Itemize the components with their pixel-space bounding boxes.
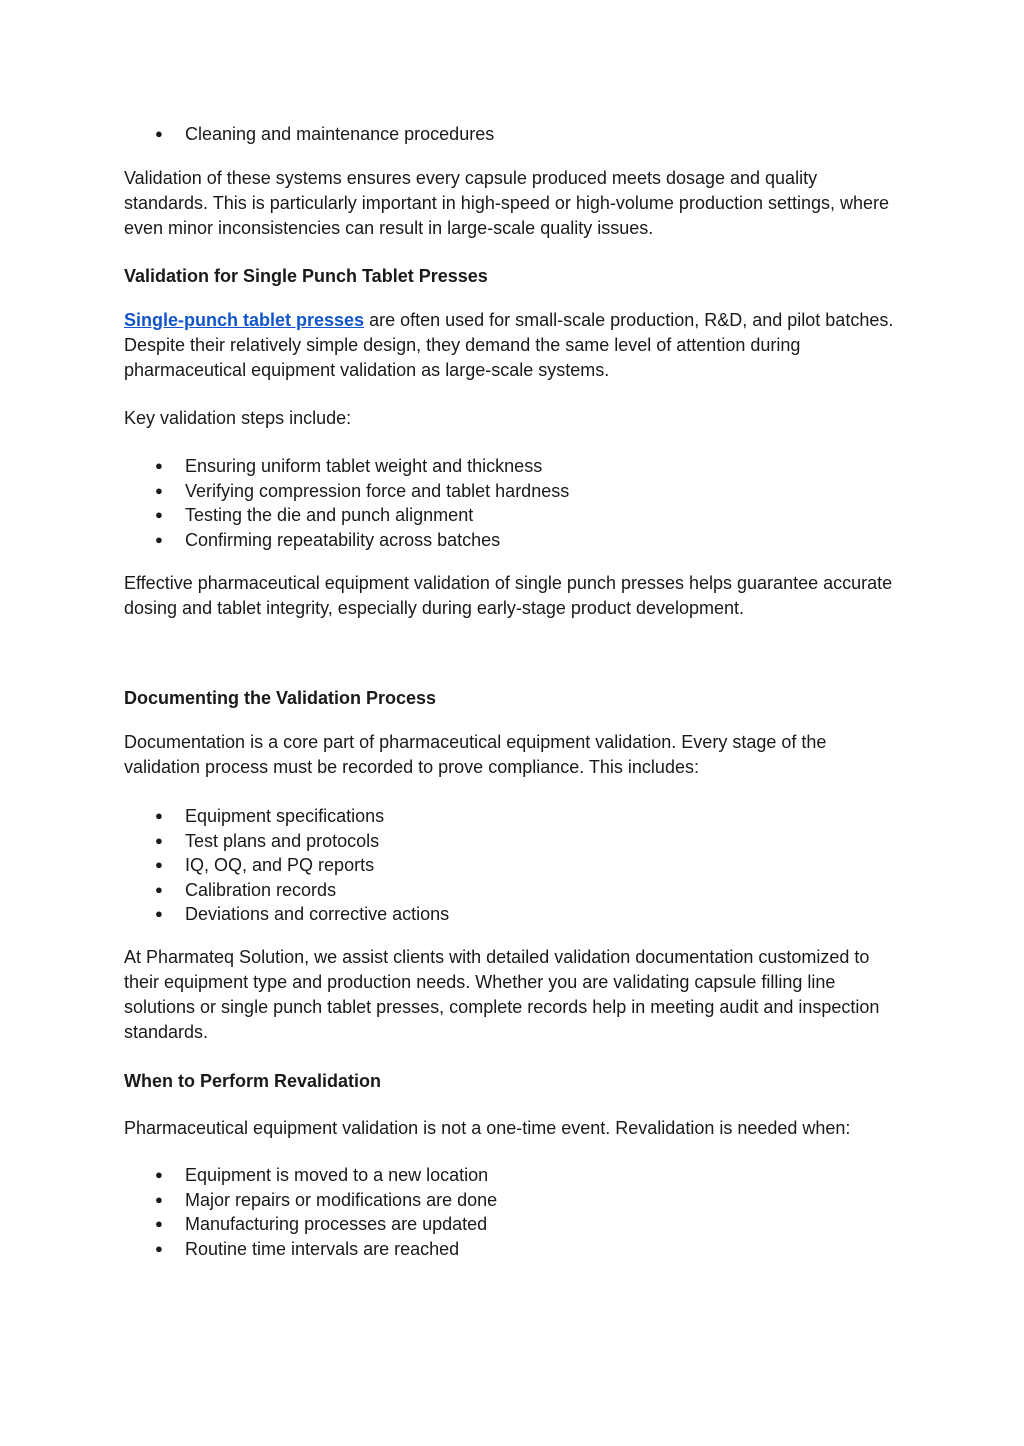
list-item-text: Equipment specifications xyxy=(185,806,385,826)
list-item-text: Verifying compression force and tablet hardness xyxy=(185,480,570,501)
list-item-text: Calibration records xyxy=(185,879,337,900)
list-item xyxy=(124,1163,894,1188)
list-item xyxy=(124,503,894,528)
list-item xyxy=(124,528,894,553)
list-item-text: Equipment is moved to a new location xyxy=(185,1165,489,1185)
paragraph-documenting-closing: At Pharmateq Solution, we assist clients with detailed validation documentation customized to their equipment type and production needs. Whether you are validating capsule filling line solutions or single punch tablet presses, complete records help in meeting audit and inspection standards. xyxy=(124,947,880,1042)
paragraph-validation-systems: Validation of these systems ensures every capsule produced meets dosage and quality standards. This is particularly important in high-speed or high-volume production settings, where even minor inconsistencies can result in large-scale quality issues. xyxy=(124,168,890,238)
list-item xyxy=(124,122,894,147)
list-item-text: Test plans and protocols xyxy=(185,830,380,851)
bullet-icon: ● xyxy=(155,1216,163,1231)
bullet-icon: ● xyxy=(155,507,163,522)
bullet-icon: ● xyxy=(155,1240,163,1256)
list-item xyxy=(124,878,894,903)
list-item xyxy=(124,902,894,927)
list-item xyxy=(124,454,894,479)
list-item xyxy=(124,829,894,854)
top-bullet-list xyxy=(124,122,894,147)
list-item-text: Ensuring uniform tablet weight and thickness xyxy=(185,456,543,476)
list-item xyxy=(124,1212,894,1237)
revalidation-triggers-list xyxy=(124,1163,894,1261)
bullet-icon: ● xyxy=(155,482,163,498)
list-item xyxy=(124,479,894,504)
heading-revalidation: When to Perform Revalidation xyxy=(124,1071,382,1091)
paragraph-documenting-intro: Documentation is a core part of pharmaceutical equipment validation. Every stage of the validation process must be recorded to prove compliance. This includes: xyxy=(124,732,827,777)
bullet-icon: ● xyxy=(155,126,163,141)
list-item xyxy=(124,853,894,878)
heading-documenting: Documenting the Validation Process xyxy=(124,688,437,708)
heading-single-punch: Validation for Single Punch Tablet Presses xyxy=(124,266,488,286)
list-item-text: Cleaning and maintenance procedures xyxy=(185,124,495,144)
bullet-icon: ● xyxy=(155,531,163,547)
bullet-icon: ● xyxy=(155,857,163,872)
validation-steps-list xyxy=(124,454,894,552)
documentation-items-list xyxy=(124,804,894,927)
list-item-text: Routine time intervals are reached xyxy=(185,1238,460,1259)
paragraph-single-punch-closing: Effective pharmaceutical equipment validation of single punch presses helps guarantee accurate dosing and tablet integrity, especially during early-stage product development. xyxy=(124,573,893,618)
single-punch-tablet-presses-link[interactable]: Single-punch tablet presses xyxy=(124,310,365,330)
bullet-icon: ● xyxy=(155,458,163,473)
list-item xyxy=(124,1188,894,1213)
list-item-text: Deviations and corrective actions xyxy=(185,904,450,924)
paragraph-steps-intro: Key validation steps include: xyxy=(124,408,352,428)
paragraph-single-punch-intro-text: are often used for small-scale production, R&D, and pilot batches. Despite their relatively simple design, they demand the same level of attention during pharmaceutical equipment validation as large-scale systems. xyxy=(124,310,894,380)
bullet-icon: ● xyxy=(155,808,163,823)
paragraph-revalidation-intro: Pharmaceutical equipment validation is not a one-time event. Revalidation is needed when: xyxy=(124,1118,851,1138)
list-item-text: IQ, OQ, and PQ reports xyxy=(185,855,375,875)
bullet-icon: ● xyxy=(155,881,163,897)
bullet-icon: ● xyxy=(155,1167,163,1182)
list-item-text: Testing the die and punch alignment xyxy=(185,505,474,525)
list-item xyxy=(124,1237,894,1262)
list-item-text: Major repairs or modifications are done xyxy=(185,1189,498,1210)
list-item xyxy=(124,804,894,829)
list-item-text: Manufacturing processes are updated xyxy=(185,1214,488,1234)
list-item-text: Confirming repeatability across batches xyxy=(185,529,501,550)
bullet-icon: ● xyxy=(155,832,163,848)
paragraph-single-punch-intro xyxy=(124,308,894,383)
bullet-icon: ● xyxy=(155,906,163,921)
bullet-icon: ● xyxy=(155,1191,163,1207)
